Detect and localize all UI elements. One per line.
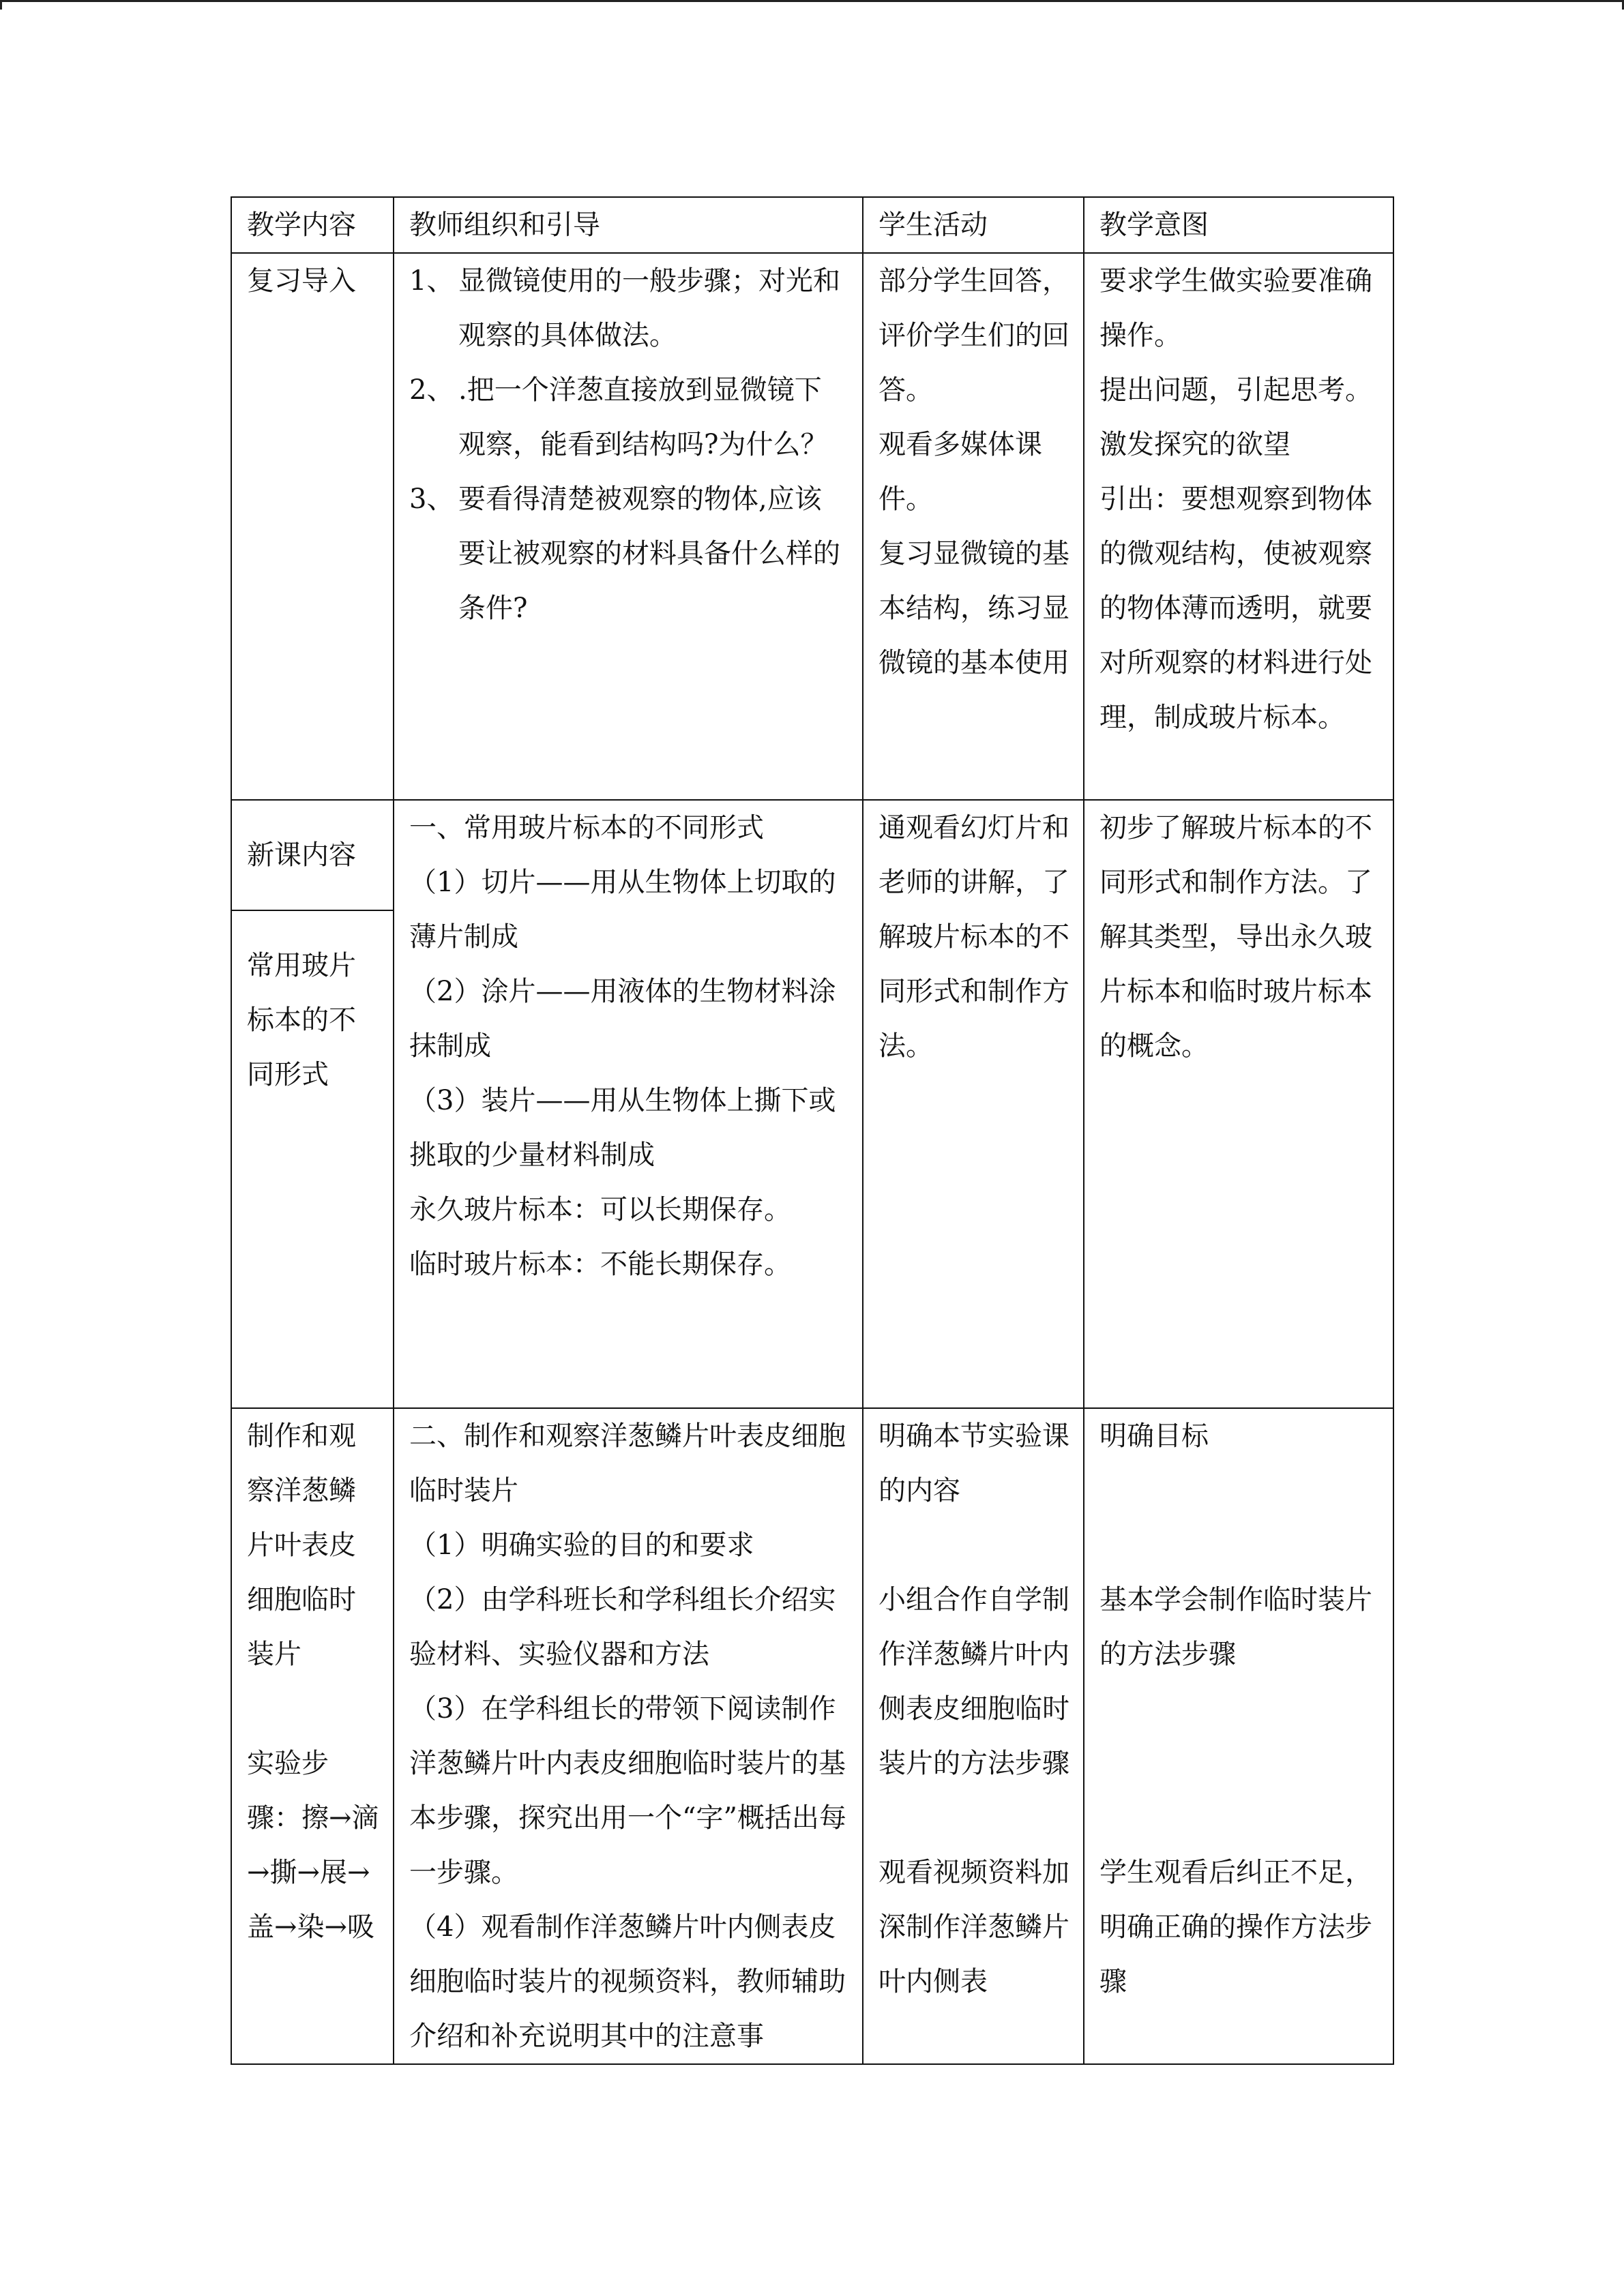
- review-teacher-item: [409, 472, 848, 636]
- slide-content-text: 常用玻片标本的不同形式: [247, 950, 356, 1090]
- item-text: .把一个洋葱直接放到显微镜下观察，能看到结构吗?为什么？: [458, 374, 828, 460]
- slide-teacher-cell: [394, 800, 863, 1408]
- item-text: 要看得清楚被观察的物体,应该要让被观察的材料具备什么样的条件?: [458, 483, 840, 624]
- onion-student-text: 明确本节实验课的内容: [879, 1420, 1069, 1506]
- slide-student-text: 通观看幻灯片和老师的讲解，了解玻片标本的不同形式和制作方法。: [879, 812, 1069, 1062]
- onion-content-text: 制作和观察洋葱鳞片叶表皮细胞临时装片: [247, 1420, 356, 1670]
- review-intent-cell: [1084, 253, 1393, 800]
- onion-student-text: 小组合作自学制作洋葱鳞片叶内侧表皮细胞临时装片的方法步骤: [879, 1584, 1069, 1779]
- header-content: [231, 197, 394, 253]
- review-student-cell: [863, 253, 1084, 800]
- item-number: 1、: [409, 265, 454, 297]
- page-top-border: [0, 0, 1624, 2]
- item-number: 2、: [409, 374, 454, 406]
- onion-teacher-line: （1）明确实验的目的和要求: [409, 1530, 754, 1561]
- header-content-label: 教学内容: [247, 209, 356, 241]
- onion-intent-text: 明确目标: [1099, 1420, 1209, 1452]
- onion-student-cell: [863, 1408, 1084, 2064]
- slide-teacher-line: 永久玻片标本：可以长期保存。: [409, 1194, 791, 1225]
- table-row-onion-experiment: [231, 1408, 1393, 2064]
- slide-teacher-line: 一、常用玻片标本的不同形式: [409, 812, 764, 844]
- lesson-plan-table: [231, 196, 1394, 2065]
- page-left-edge: [0, 0, 2, 10]
- onion-teacher-line: 二、制作和观察洋葱鳞片叶表皮细胞临时装片: [409, 1420, 846, 1506]
- onion-student-text: 观看视频资料加深制作洋葱鳞片叶内侧表: [879, 1857, 1069, 1997]
- slide-teacher-line: （2）涂片——用液体的生物材料涂抹制成: [409, 976, 836, 1062]
- onion-intent-cell: [1084, 1408, 1393, 2064]
- slide-teacher-line: （3）装片——用从生物体上撕下或挑取的少量材料制成: [409, 1085, 836, 1171]
- onion-teacher-line: （3）在学科组长的带领下阅读制作洋葱鳞片叶内表皮细胞临时装片的基本步骤，探究出用一个“字”概括出每一步骤。: [409, 1693, 846, 1888]
- header-teacher: [394, 197, 863, 253]
- table-row-slide-types: [231, 800, 1393, 1408]
- experiment-steps-text: 实验步骤：擦→滴→撕→展→盖→染→吸: [247, 1748, 379, 1943]
- onion-content-cell: [231, 1408, 394, 2064]
- review-content-text: 复习导入: [247, 265, 356, 297]
- slide-intent-text: 初步了解玻片标本的不同形式和制作方法。了解其类型，导出永久玻片标本和临时玻片标本的概念。: [1099, 812, 1372, 1062]
- review-intent-text: 提出问题，引起思考。激发探究的欲望: [1099, 374, 1372, 460]
- item-number: 3、: [409, 483, 454, 515]
- header-student: [863, 197, 1084, 253]
- table-row-review: [231, 253, 1393, 800]
- slide-content-cell: [231, 800, 394, 1408]
- review-student-text: 复习显微镜的基本结构，练习显微镜的基本使用: [879, 538, 1069, 679]
- review-teacher-cell: [394, 253, 863, 800]
- onion-intent-text: 学生观看后纠正不足，明确正确的操作方法步骤: [1099, 1857, 1372, 1997]
- onion-intent-text: 基本学会制作临时装片的方法步骤: [1099, 1584, 1372, 1670]
- header-teacher-label: 教师组织和引导: [409, 209, 600, 241]
- review-student-text: 部分学生回答，评价学生们的回答。: [879, 265, 1069, 406]
- review-teacher-item: [409, 254, 848, 363]
- item-text: 显微镜使用的一般步骤；对光和观察的具体做法。: [458, 265, 840, 351]
- header-intent: [1084, 197, 1393, 253]
- review-content-cell: [231, 253, 394, 800]
- slide-intent-cell: [1084, 800, 1393, 1408]
- review-teacher-item: [409, 363, 848, 472]
- header-intent-label: 教学意图: [1099, 209, 1209, 241]
- review-student-text: 观看多媒体课件。: [879, 429, 1042, 515]
- header-student-label: 学生活动: [879, 209, 988, 241]
- slide-teacher-line: （1）切片——用从生物体上切取的薄片制成: [409, 867, 836, 953]
- review-intent-text: 要求学生做实验要准确操作。: [1099, 265, 1372, 351]
- onion-teacher-cell: [394, 1408, 863, 2064]
- slide-student-cell: [863, 800, 1084, 1408]
- review-intent-text: 引出：要想观察到物体的微观结构，使被观察的物体薄而透明，就要对所观察的材料进行处理，制成玻片标本。: [1099, 483, 1372, 733]
- table-header-row: [231, 197, 1393, 253]
- onion-teacher-line: （4）观看制作洋葱鳞片叶内侧表皮细胞临时装片的视频资料，教师辅助介绍和补充说明其中的注意事: [409, 1911, 846, 2052]
- onion-teacher-line: （2）由学科班长和学科组长介绍实验材料、实验仪器和方法: [409, 1584, 836, 1670]
- slide-teacher-line: 临时玻片标本：不能长期保存。: [409, 1249, 791, 1280]
- new-lesson-label: 新课内容: [247, 839, 356, 871]
